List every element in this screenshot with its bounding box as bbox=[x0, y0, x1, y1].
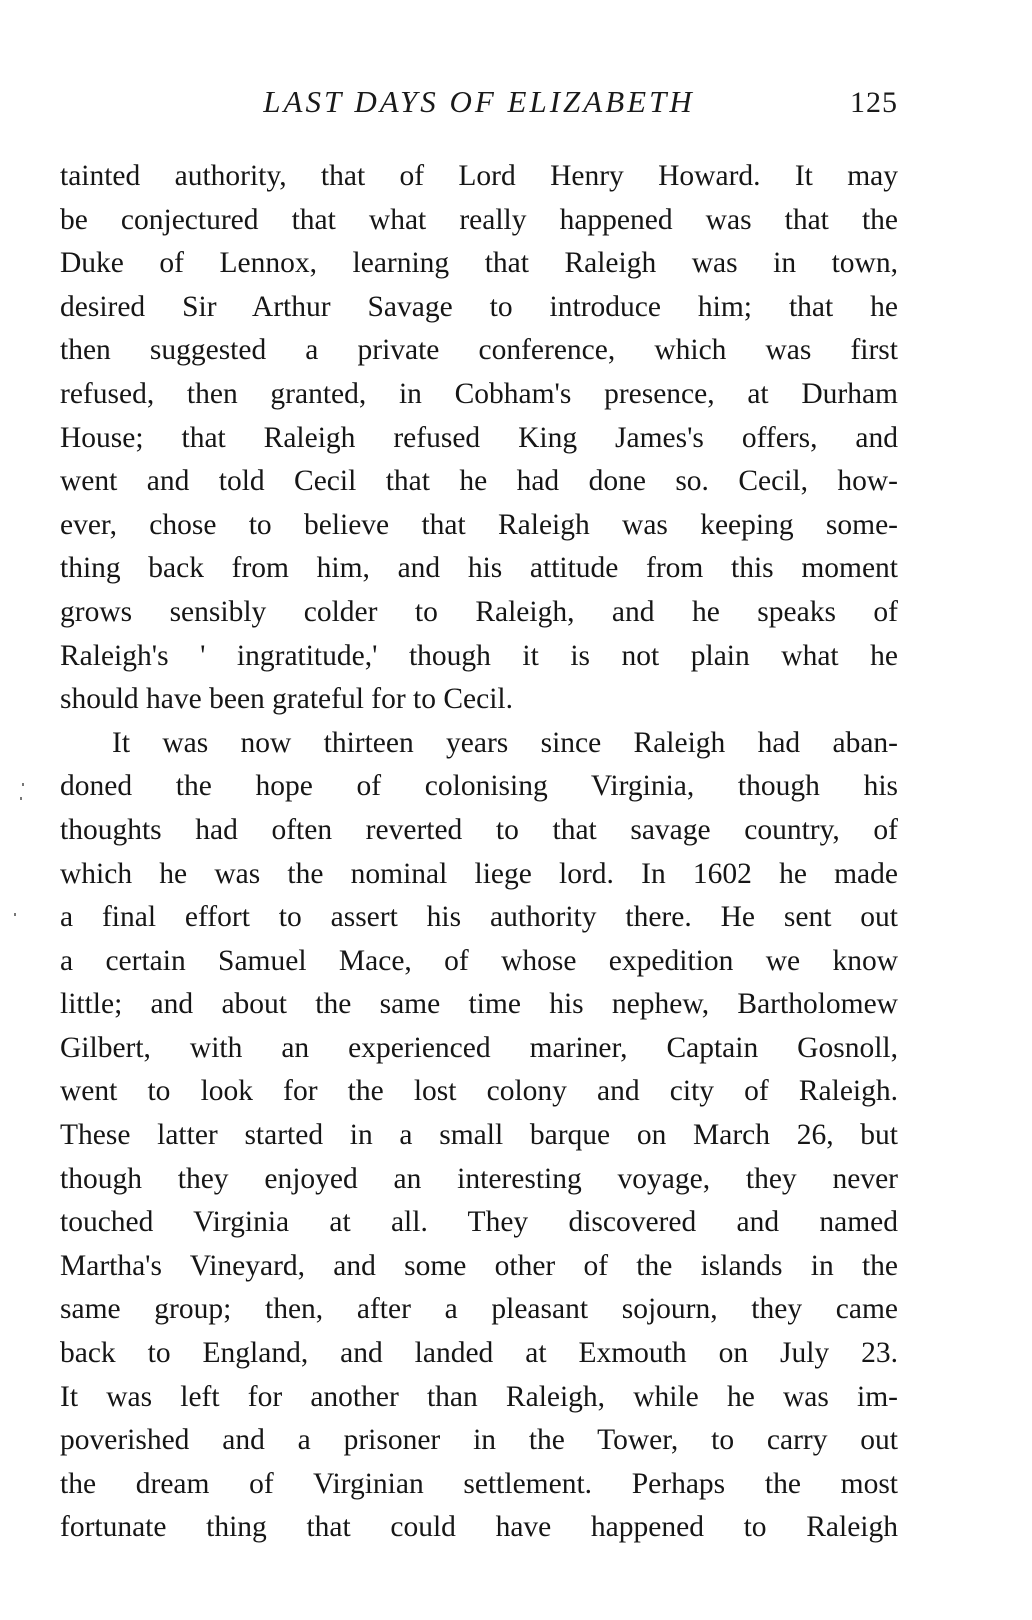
body-text bbox=[60, 155, 898, 1550]
running-title: LAST DAYS OF ELIZABETH bbox=[263, 84, 695, 119]
text-line: though they enjoyed an interesting voyage, they never bbox=[60, 1162, 898, 1195]
text-line: thing back from him, and his attitude from this moment bbox=[60, 552, 898, 585]
text-line: Duke of Lennox, learning that Raleigh was in town, bbox=[60, 247, 898, 280]
text-line: House; that Raleigh refused King James's offers, and bbox=[60, 421, 898, 454]
text-line: should have been grateful for to Cecil. bbox=[60, 683, 514, 716]
text-line: little; and about the same time his nephew, Bartholomew bbox=[60, 988, 898, 1021]
text-line: a final effort to assert his authority there. He sent out bbox=[60, 901, 898, 934]
text-line: refused, then granted, in Cobham's presence, at Durham bbox=[60, 377, 898, 410]
text-line: Martha's Vineyard, and some other of the islands in the bbox=[60, 1249, 898, 1282]
margin-speck bbox=[14, 913, 16, 916]
text-line: a certain Samuel Mace, of whose expedition we know bbox=[60, 944, 898, 977]
text-line: which he was the nominal liege lord. In 1602 he made bbox=[60, 857, 898, 890]
text-line: These latter started in a small barque on March 26, but bbox=[60, 1119, 898, 1152]
text-line: doned the hope of colonising Virginia, though his bbox=[60, 770, 898, 803]
margin-speck bbox=[20, 797, 22, 800]
text-line: thoughts had often reverted to that savage country, of bbox=[60, 813, 898, 846]
running-head bbox=[60, 84, 898, 128]
text-line: be conjectured that what really happened was that the bbox=[60, 203, 898, 236]
text-line: desired Sir Arthur Savage to introduce him; that he bbox=[60, 290, 898, 323]
text-line: It was now thirteen years since Raleigh had aban- bbox=[112, 726, 898, 759]
text-line: went to look for the lost colony and city of Raleigh. bbox=[60, 1075, 898, 1108]
text-line: touched Virginia at all. They discovered and named bbox=[60, 1206, 898, 1239]
text-line: Raleigh's ' ingratitude,' though it is not plain what he bbox=[60, 639, 898, 672]
margin-speck bbox=[22, 783, 24, 786]
text-line: tainted authority, that of Lord Henry Howard. It may bbox=[60, 160, 898, 192]
text-line: same group; then, after a pleasant sojourn, they came bbox=[60, 1293, 898, 1326]
text-line: then suggested a private conference, which was first bbox=[60, 334, 898, 367]
text-line: Gilbert, with an experienced mariner, Captain Gosnoll, bbox=[60, 1031, 898, 1064]
text-line: the dream of Virginian settlement. Perhaps the most bbox=[60, 1467, 898, 1500]
paragraph-1 bbox=[60, 155, 898, 722]
text-line: fortunate thing that could have happened to Raleigh bbox=[60, 1511, 898, 1544]
text-line: poverished and a prisoner in the Tower, to carry out bbox=[60, 1424, 898, 1457]
text-line: went and told Cecil that he had done so. Cecil, how- bbox=[60, 465, 898, 498]
page-number: 125 bbox=[850, 86, 898, 119]
text-line: It was left for another than Raleigh, while he was im- bbox=[60, 1380, 898, 1413]
text-line: back to England, and landed at Exmouth on July 23. bbox=[60, 1337, 898, 1370]
paragraph-2 bbox=[60, 722, 898, 1550]
text-line: grows sensibly colder to Raleigh, and he speaks of bbox=[60, 595, 898, 628]
text-line: ever, chose to believe that Raleigh was keeping some- bbox=[60, 508, 898, 541]
